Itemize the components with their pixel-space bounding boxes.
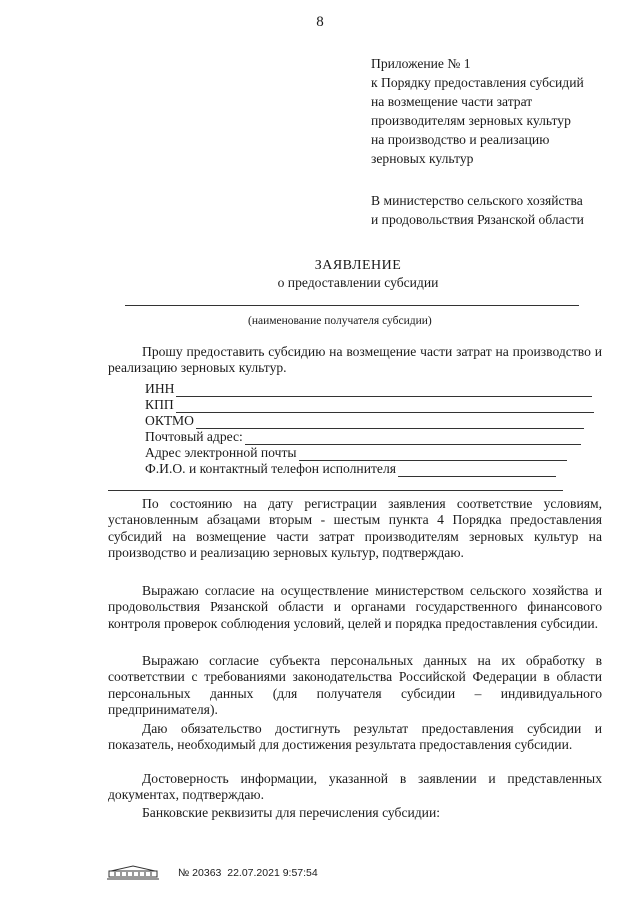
appendix-line: на производство и реализацию [371, 132, 550, 147]
recipient-name-caption: (наименование получателя субсидии) [248, 315, 432, 327]
postal-address-field [145, 429, 581, 445]
postal-address-input-line[interactable] [245, 432, 581, 445]
recipient-name-line[interactable] [125, 305, 579, 306]
document-subtitle: о предоставлении субсидии [277, 275, 439, 290]
accuracy-paragraph: Достоверность информации, указанной в заявлении и представленных документах, подтверждаю. [108, 771, 602, 803]
contact-continuation-line[interactable] [108, 490, 563, 491]
appendix-line: производителям зерновых культур [371, 113, 571, 128]
registration-footer [178, 867, 318, 879]
postal-address-label: Почтовый адрес: [145, 429, 243, 444]
addressee-line: и продовольствия Рязанской области [371, 212, 584, 227]
email-field [145, 445, 567, 461]
footer-timestamp: 22.07.2021 9:57:54 [227, 867, 318, 879]
page-number: 8 [316, 14, 324, 30]
oktmo-input-line[interactable] [196, 416, 584, 429]
oktmo-field [145, 413, 584, 429]
appendix-line: к Порядку предоставления субсидий [371, 75, 584, 90]
addressee-block [371, 191, 584, 229]
registry-stamp-icon [105, 864, 161, 881]
kpp-label: КПП [145, 397, 174, 412]
kpp-input-line[interactable] [176, 400, 594, 413]
request-paragraph: Прошу предоставить субсидию на возмещение части затрат на производство и реализацию зерновых культур. [108, 344, 602, 376]
inn-label: ИНН [145, 381, 175, 396]
footer-doc-number: № 20363 [178, 867, 222, 879]
appendix-line: зерновых культур [371, 151, 474, 166]
appendix-block [371, 54, 584, 168]
contact-label: Ф.И.О. и контактный телефон исполнителя [145, 461, 396, 476]
contact-input-line[interactable] [398, 464, 556, 477]
inn-input-line[interactable] [176, 384, 592, 397]
email-label: Адрес электронной почты [145, 445, 297, 460]
compliance-paragraph: По состоянию на дату регистрации заявления соответствие условиям, установленным абзацами вторым - шестым пункта 4 Порядка предоставления субсидий на возмещение части затрат производителям зерновых культур на производство и реализацию зерновых культур, подтверждаю. [108, 496, 602, 561]
email-input-line[interactable] [299, 448, 567, 461]
bank-details-paragraph: Банковские реквизиты для перечисления субсидии: [142, 805, 441, 820]
addressee-line: В министерство сельского хозяйства [371, 193, 583, 208]
obligation-paragraph: Даю обязательство достигнуть результат предоставления субсидии и показатель, необходимый для достижения результата предоставления субсидии. [108, 721, 602, 753]
contact-field [145, 461, 556, 477]
oktmo-label: ОКТМО [145, 413, 194, 428]
consent-personal-data-paragraph: Выражаю согласие субъекта персональных данных на их обработку в соответствии с требованиями законодательства Российской Федерации в области персональных данных (для получателя субсидии – индивидуального предпринимателя). [108, 653, 602, 718]
document-title: ЗАЯВЛЕНИЕ [314, 258, 402, 273]
kpp-field [145, 397, 594, 413]
consent-control-paragraph: Выражаю согласие на осуществление министерством сельского хозяйства и продовольствия Рязанской области и органами государственного финансового контроля проверок соблюдения условий, целей и порядка предоставления субсидии. [108, 583, 602, 631]
inn-field [145, 381, 592, 397]
appendix-line: на возмещение части затрат [371, 94, 533, 109]
appendix-line: Приложение № 1 [371, 56, 471, 71]
